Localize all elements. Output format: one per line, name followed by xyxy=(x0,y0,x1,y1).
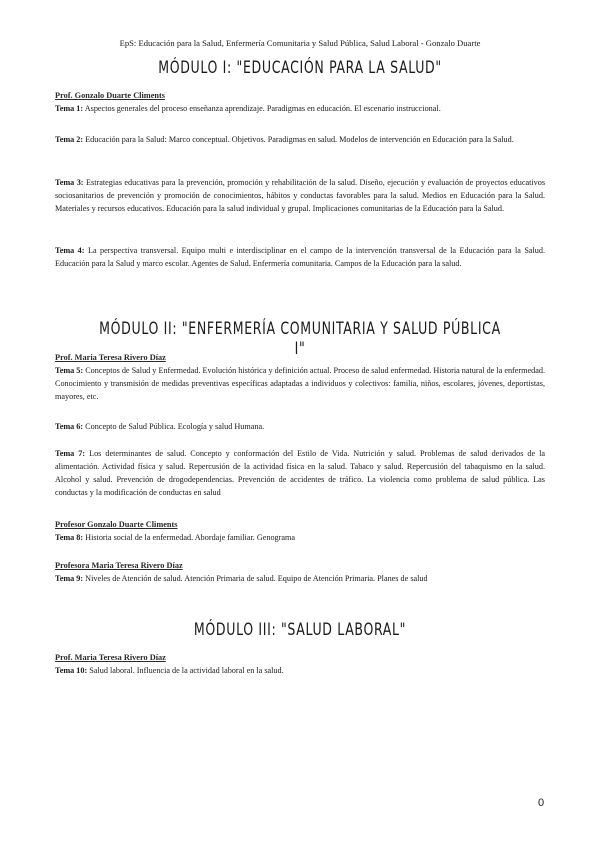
tema-9-text: Niveles de Atención de salud. Atención Primaria de salud. Equipo de Atención Primaria. Planes de salud xyxy=(85,574,428,583)
module-2-professor: Prof. Maria Teresa Rivero Díaz xyxy=(55,353,166,362)
tema-2-label: Tema 2: xyxy=(55,135,84,144)
module-3-professor: Prof. Maria Teresa Rivero Díaz xyxy=(55,653,166,662)
tema-8 xyxy=(55,531,545,544)
tema-9-professor: Profesora Maria Teresa Rivero Díaz xyxy=(55,561,183,570)
tema-3 xyxy=(55,176,545,215)
tema-6 xyxy=(55,420,545,433)
tema-7 xyxy=(55,447,545,499)
tema-6-text: Concepto de Salud Pública. Ecología y salud Humana. xyxy=(85,422,265,431)
module-2-title: MÓDULO II: "ENFERMERÍA COMUNITARIA Y SALUD PÚBLICA I" xyxy=(99,319,501,359)
tema-4-text: La perspectiva transversal. Equipo multi e interdisciplinar en el campo de la intervención transversal de la Educación para la Salud. Educación para la Salud y marco escolar. Agentes de Salud. Enfermería comunitaria. Campos de la Educación para la salud. xyxy=(55,246,546,268)
tema-10-text: Salud laboral. Influencia de la actividad laboral en la salud. xyxy=(89,666,284,675)
page-number: 0 xyxy=(538,797,545,809)
tema-8-text: Historia social de la enfermedad. Abordaje familiar. Genograma xyxy=(85,533,296,542)
tema-5 xyxy=(55,364,545,403)
module-1-title: MÓDULO I: "EDUCACIÓN PARA LA SALUD" xyxy=(158,58,442,78)
page-header: EpS: Educación para la Salud, Enfermería Comunitaria y Salud Pública, Salud Laboral - Gonzalo Duarte xyxy=(119,38,481,48)
tema-10-label: Tema 10: xyxy=(55,666,88,675)
tema-7-text: Los determinantes de salud. Concepto y conformación del Estilo de Vida. Nutrición y salud. Problemas de salud derivados de la alimentación. Actividad física y salud. Repercusión de la actividad física en la salud. Tabaco y salud. Repercusión del tabaquismo en la salud. Alcohol y salud. Prevención de drogodependencias. Prevención de accidentes de tráfico. La violencia como problema de salud pública. Las conductas y la modificación de conductas en salud xyxy=(55,449,546,497)
tema-8-professor: Profesor Gonzalo Duarte Climents xyxy=(55,520,178,529)
tema-9 xyxy=(55,572,545,585)
module-3-title: MÓDULO III: "SALUD LABORAL" xyxy=(193,620,407,640)
tema-3-label: Tema 3: xyxy=(55,178,84,187)
tema-4-label: Tema 4: xyxy=(55,246,85,255)
tema-7-label: Tema 7: xyxy=(55,449,86,458)
tema-5-text: Conceptos de Salud y Enfermedad. Evolución histórica y definición actual. Proceso de salud enfermedad. Historia natural de la enfermedad. Conocimiento y transmisión de medidas preventivas específicas adaptadas a individuos y colectivos: familia, niños, escolares, jóvenes, deportistas, mayores, etc. xyxy=(55,366,546,401)
tema-1-label: Tema 1: xyxy=(55,104,84,113)
module-1-professor: Prof. Gonzalo Duarte Climents xyxy=(55,91,165,100)
tema-9-label: Tema 9: xyxy=(55,574,84,583)
tema-2 xyxy=(55,133,545,146)
tema-10 xyxy=(55,664,545,677)
tema-3-text: Estrategias educativas para la prevención, promoción y rehabilitación de la salud. Diseño, ejecución y evaluación de proyectos educativos sociosanitarios de prevención y promoción de conocimientos, hábitos y conductas favorables para la salud. Medios en Educación para la Salud. Materiales y recursos educativos. Educación para la salud individual y grupal. Implicaciones comunitarias de la Educación para la Salud. xyxy=(55,178,546,213)
tema-2-text: Educación para la Salud: Marco conceptual. Objetivos. Paradigmas en salud. Modelos de intervención en Educación para la Salud. xyxy=(85,135,514,144)
tema-8-label: Tema 8: xyxy=(55,533,84,542)
tema-4 xyxy=(55,244,545,270)
tema-5-label: Tema 5: xyxy=(55,366,84,375)
tema-6-label: Tema 6: xyxy=(55,422,84,431)
tema-1 xyxy=(55,102,545,115)
tema-1-text: Aspectos generales del proceso enseñanza aprendizaje. Paradigmas en educación. El escenario instruccional. xyxy=(84,104,441,113)
